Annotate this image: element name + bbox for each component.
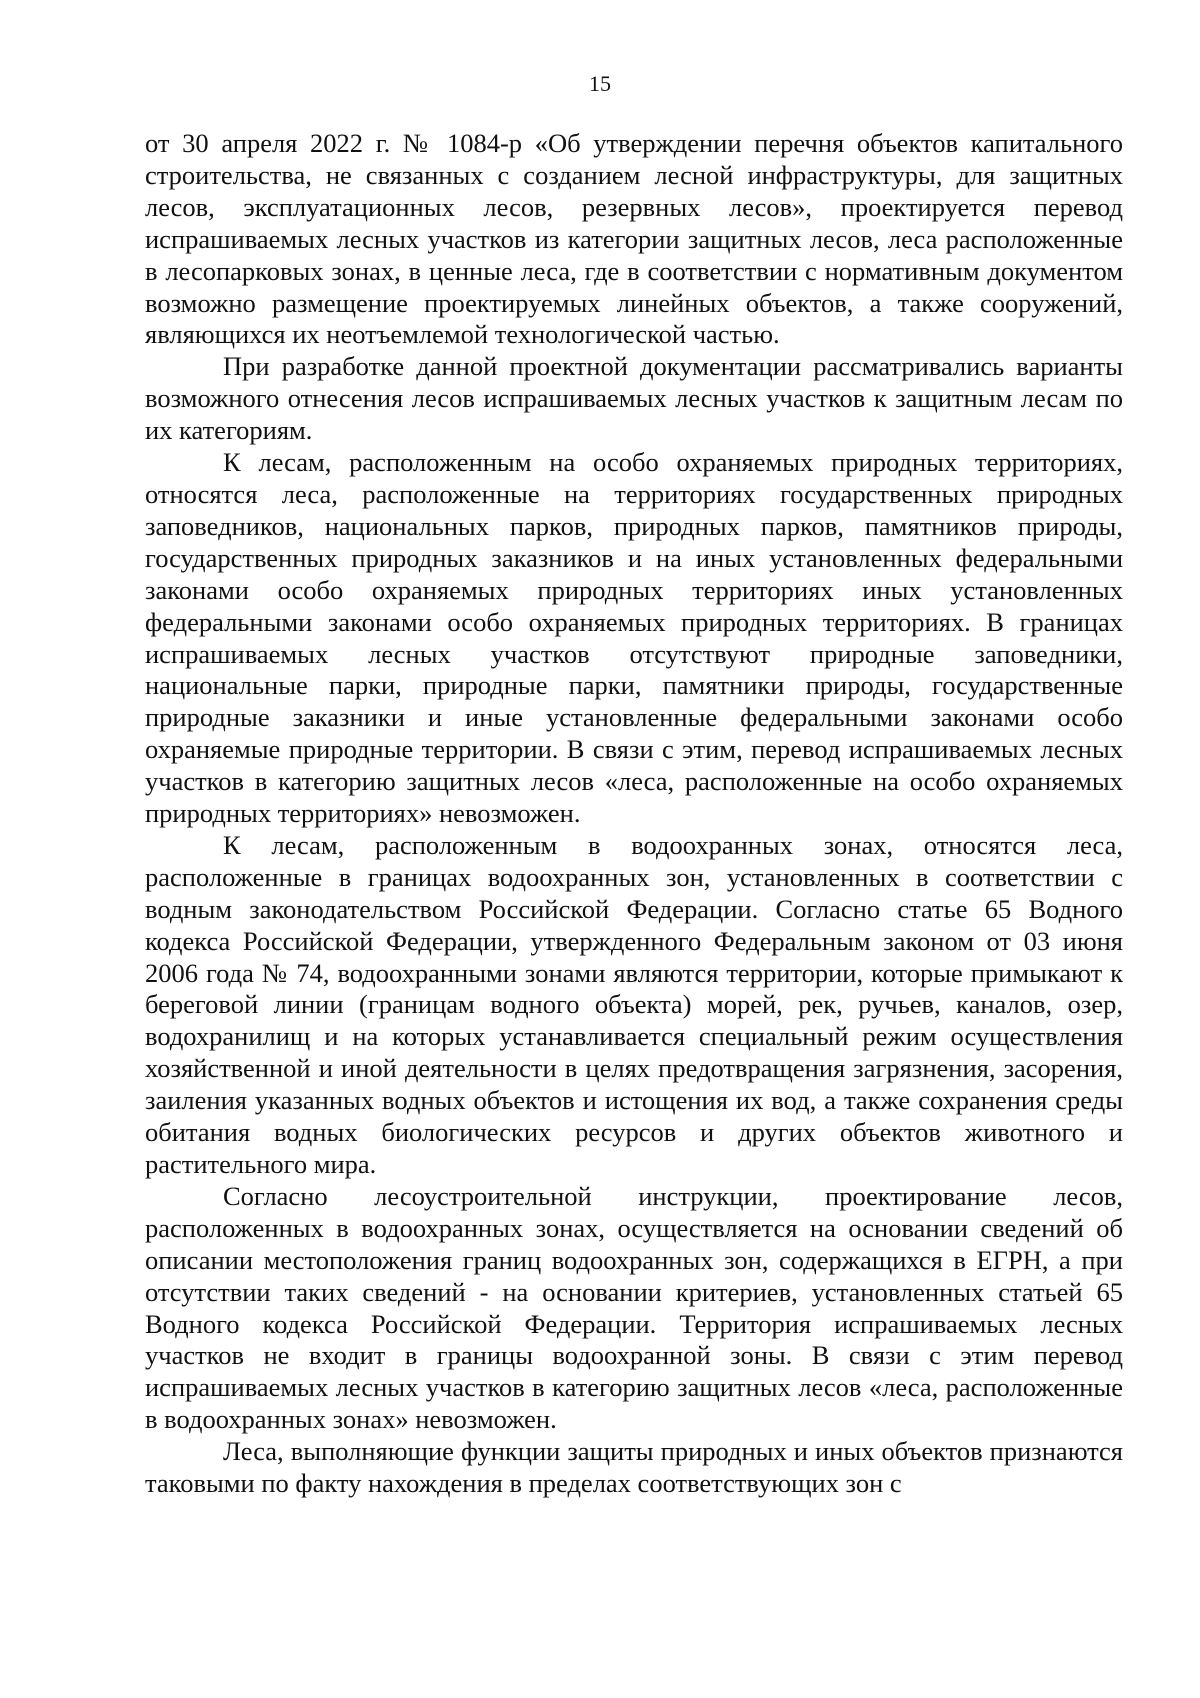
paragraph-water-protection-zones: К лесам, расположенным в водоохранных зонах, относятся леса, расположенные в границах водоохранных зон, установленных в соответствии с водным законодательством Российской Федерации. Согласно статье 65 Водного кодекса Российской Федерации, утвержденного Федеральным законом от 03 июня 2006 года № 74, водоохранными зонами являются территории, которые примыкают к береговой линии (границам водного объекта) морей, рек, ручьев, каналов, озер, водохранилищ и на которых устанавливается специальный режим осуществления хозяйственной и иной деятельности в целях предотвращения загрязнения, засорения, заиления указанных водных объектов и истощения их вод, а также сохранения среды обитания водных биологических ресурсов и других объектов животного и растительного мира. bbox=[145, 829, 1123, 1179]
document-body bbox=[145, 128, 1123, 1500]
paragraph-protective-function-forests: Леса, выполняющие функции защиты природных и иных объектов признаются таковыми по факту нахождения в пределах соответствующих зон с bbox=[145, 1436, 1123, 1499]
page-number: 15 bbox=[589, 71, 611, 96]
paragraph-protected-territories: К лесам, расположенным на особо охраняемых природных территориях, относятся леса, расположенные на территориях государственных природных заповедников, национальных парков, природных парков, памятников природы, государственных природных заказников и на иных установленных федеральными законами особо охраняемых природных территориях иных установленных федеральными законами особо охраняемых природных территориях. В границах испрашиваемых лесных участков отсутствуют природные заповедники, национальные парки, природные парки, памятники природы, государственные природные заказники и иные установленные федеральными законами особо охраняемые природные территории. В связи с этим, перевод испрашиваемых лесных участков в категорию защитных лесов «леса, расположенные на особо охраняемых природных территориях» невозможен. bbox=[145, 447, 1123, 829]
paragraph-design-options: При разработке данной проектной документации рассматривались варианты возможного отнесения лесов испрашиваемых лесных участков к защитным лесам по их категориям. bbox=[145, 351, 1123, 446]
paragraph-continuation: от 30 апреля 2022 г. № 1084-р «Об утверждении перечня объектов капитального строительства, не связанных с созданием лесной инфраструктуры, для защитных лесов, эксплуатационных лесов, резервных лесов», проектируется перевод испрашиваемых лесных участков из категории защитных лесов, леса расположенные в лесопарковых зонах, в ценные леса, где в соответствии с нормативным документом возможно размещение проектируемых линейных объектов, а также сооружений, являющихся их неотъемлемой технологической частью. bbox=[145, 128, 1123, 350]
paragraph-forest-inventory-instruction: Согласно лесоустроительной инструкции, проектирование лесов, расположенных в водоохранных зонах, осуществляется на основании сведений об описании местоположения границ водоохранных зон, содержащихся в ЕГРН, а при отсутствии таких сведений - на основании критериев, установленных статьей 65 Водного кодекса Российской Федерации. Территория испрашиваемых лесных участков не входит в границы водоохранной зоны. В связи с этим перевод испрашиваемых лесных участков в категорию защитных лесов «леса, расположенные в водоохранных зонах» невозможен. bbox=[145, 1180, 1123, 1435]
